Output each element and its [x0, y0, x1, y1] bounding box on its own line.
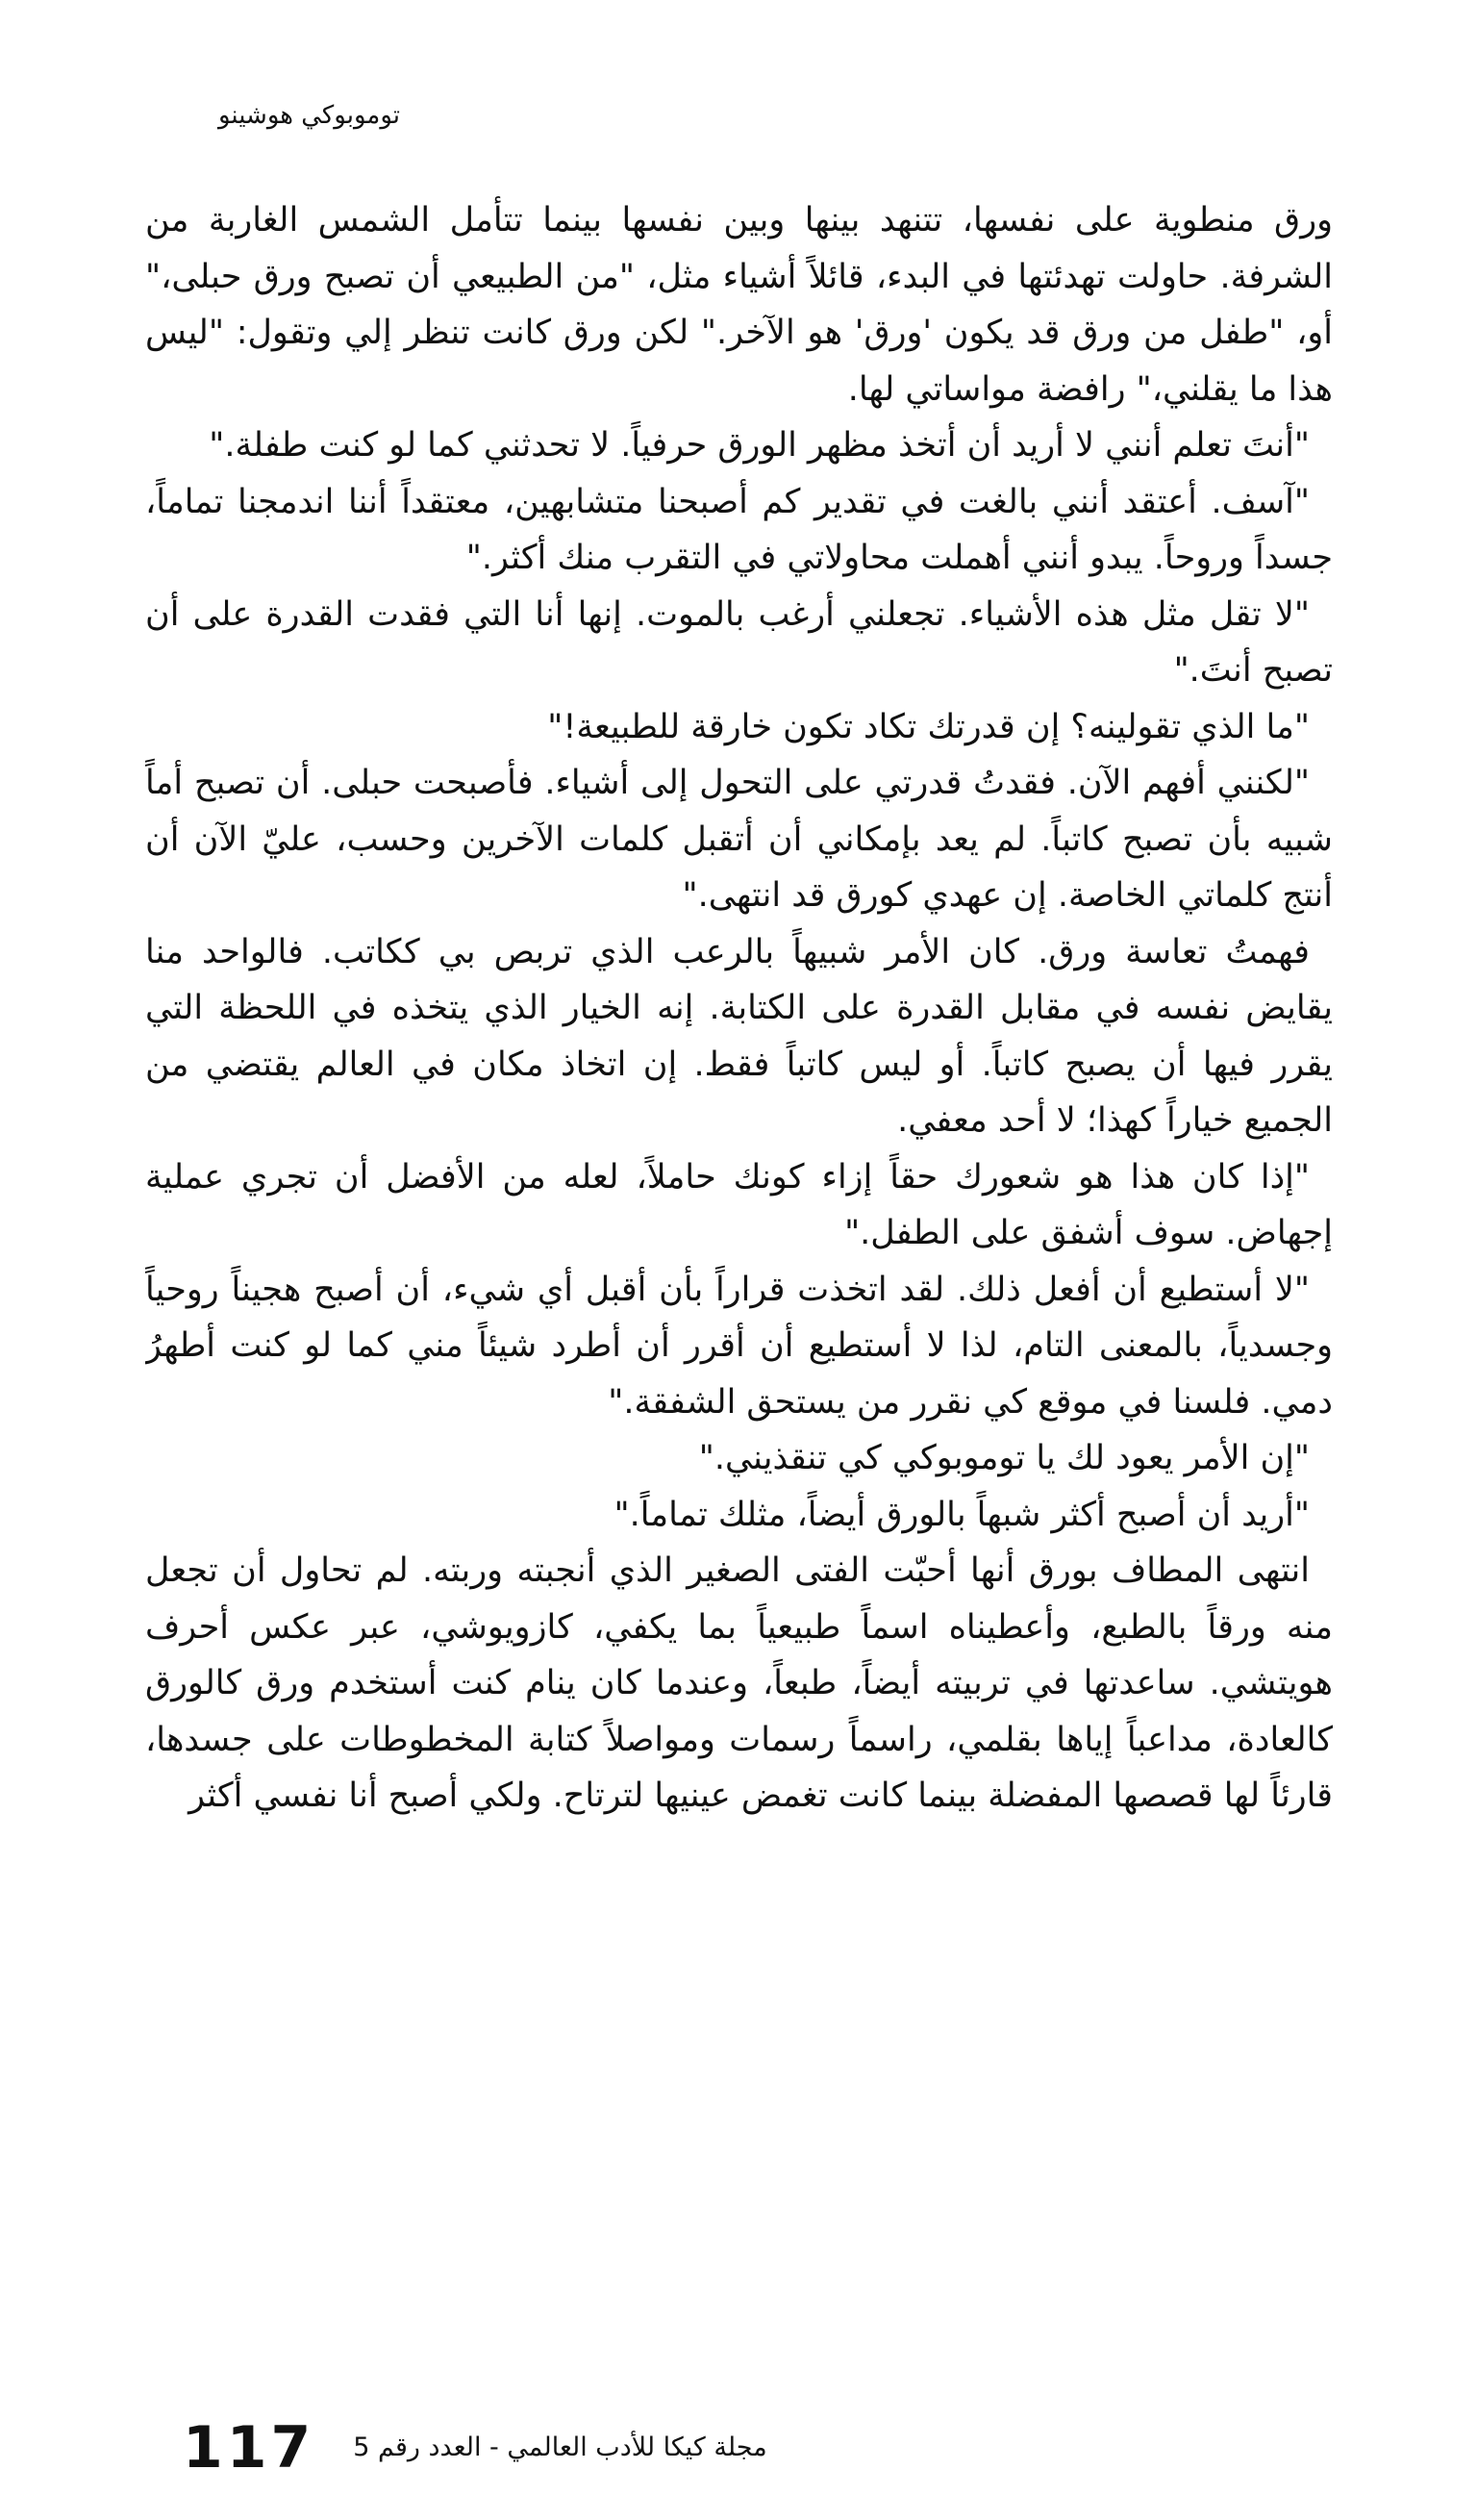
paragraph: "إذا كان هذا هو شعورك حقاً إزاء كونك حاملاً، لعله من الأفضل أن تجري عملية إجهاض. سوف أشفق على الطفل.": [145, 1157, 1333, 1252]
paragraph: "آسف. أعتقد أنني بالغت في تقدير كم أصبحنا متشابهين، معتقداً أننا اندمجنا تماماً، جسداً وروحاً. يبدو أنني أهملت محاولاتي في التقرب منك أكثر.": [145, 482, 1333, 577]
body-text: [145, 192, 1333, 2366]
paragraph: ورق منطوية على نفسها، تتنهد بينها وبين نفسها بينما تتأمل الشمس الغاربة من الشرفة. حاولت تهدئتها في البدء، قائلاً أشياء مثل، "من الطبيعي أن تصبح ورق حبلى،" أو، "طفل من ورق قد يكون 'ورق' هو الآخر." لكن ورق كانت تنظر إلي وتقول: "ليس هذا ما يقلني،" رافضة مواساتي لها.: [145, 201, 1333, 409]
paragraph: "لا تقل مثل هذه الأشياء. تجعلني أرغب بالموت. إنها أنا التي فقدت القدرة على أن تصبح أنتَ.": [145, 594, 1333, 690]
page-footer: [183, 2414, 767, 2482]
paragraph: "أنتَ تعلم أنني لا أريد أن أتخذ مظهر الورق حرفياً. لا تحدثني كما لو كنت طفلة.": [209, 426, 1310, 465]
paragraph: فهمتُ تعاسة ورق. كان الأمر شبيهاً بالرعب الذي تربص بي ككاتب. فالواحد منا يقايض نفسه في مقابل القدرة على الكتابة. إنه الخيار الذي يتخذه في اللحظة التي يقرر فيها أن يصبح كاتباً. أو ليس كاتباً فقط. إن اتخاذ مكان في العالم يقتضي من الجميع خياراً كهذا؛ لا أحد معفي.: [145, 932, 1333, 1140]
paragraph: "أريد أن أصبح أكثر شبهاً بالورق أيضاً، مثلك تماماً.": [613, 1495, 1310, 1534]
paragraph: "لا أستطيع أن أفعل ذلك. لقد اتخذت قراراً بأن أقبل أي شيء، أن أصبح هجيناً روحياً وجسدياً، بالمعنى التام، لذا لا أستطيع أن أقرر أن أطرد شيئاً مني كما لو كنت أطهرُ دمي. فلسنا في موقع كي نقرر من يستحق الشفقة.": [145, 1270, 1333, 1422]
page-number: 117: [183, 2414, 315, 2482]
paragraph: "ما الذي تقولينه؟ إن قدرتك تكاد تكون خارقة للطبيعة!": [547, 707, 1310, 746]
paragraph: "إن الأمر يعود لك يا توموبوكي كي تنقذيني.": [698, 1439, 1310, 1477]
journal-title: مجلة كيكا للأدب العالمي - العدد رقم 5: [353, 2432, 767, 2462]
paragraph: "لكنني أفهم الآن. فقدتُ قدرتي على التحول إلى أشياء. فأصبحت حبلى. أن تصبح أماً شبيه بأن تصبح كاتباً. لم يعد بإمكاني أن أتقبل كلمات الآخرين وحسب، عليّ الآن أن أنتج كلماتي الخاصة. إن عهدي كورق قد انتهى.": [145, 764, 1333, 915]
paragraph: انتهى المطاف بورق أنها أحبّت الفتى الصغير الذي أنجبته وربته. لم تحاول أن تجعل منه ورقاً بالطبع، وأعطيناه اسماً طبيعياً بما يكفي، كازويوشي، عبر عكس أحرف هويتشي. ساعدتها في تربيته أيضاً، طبعاً، وعندما كان ينام كنت أستخدم ورق كالورق كالعادة، مداعباً إياها بقلمي، راسماً رسمات ومواصلاً كتابة المخطوطات على جسدها، قارئاً لها قصصها المفضلة بينما كانت تغمض عينيها لترتاح. ولكي أصبح أنا نفسي أكثر: [145, 1551, 1333, 1815]
running-header-author: توموبوكي هوشينو: [217, 101, 400, 130]
